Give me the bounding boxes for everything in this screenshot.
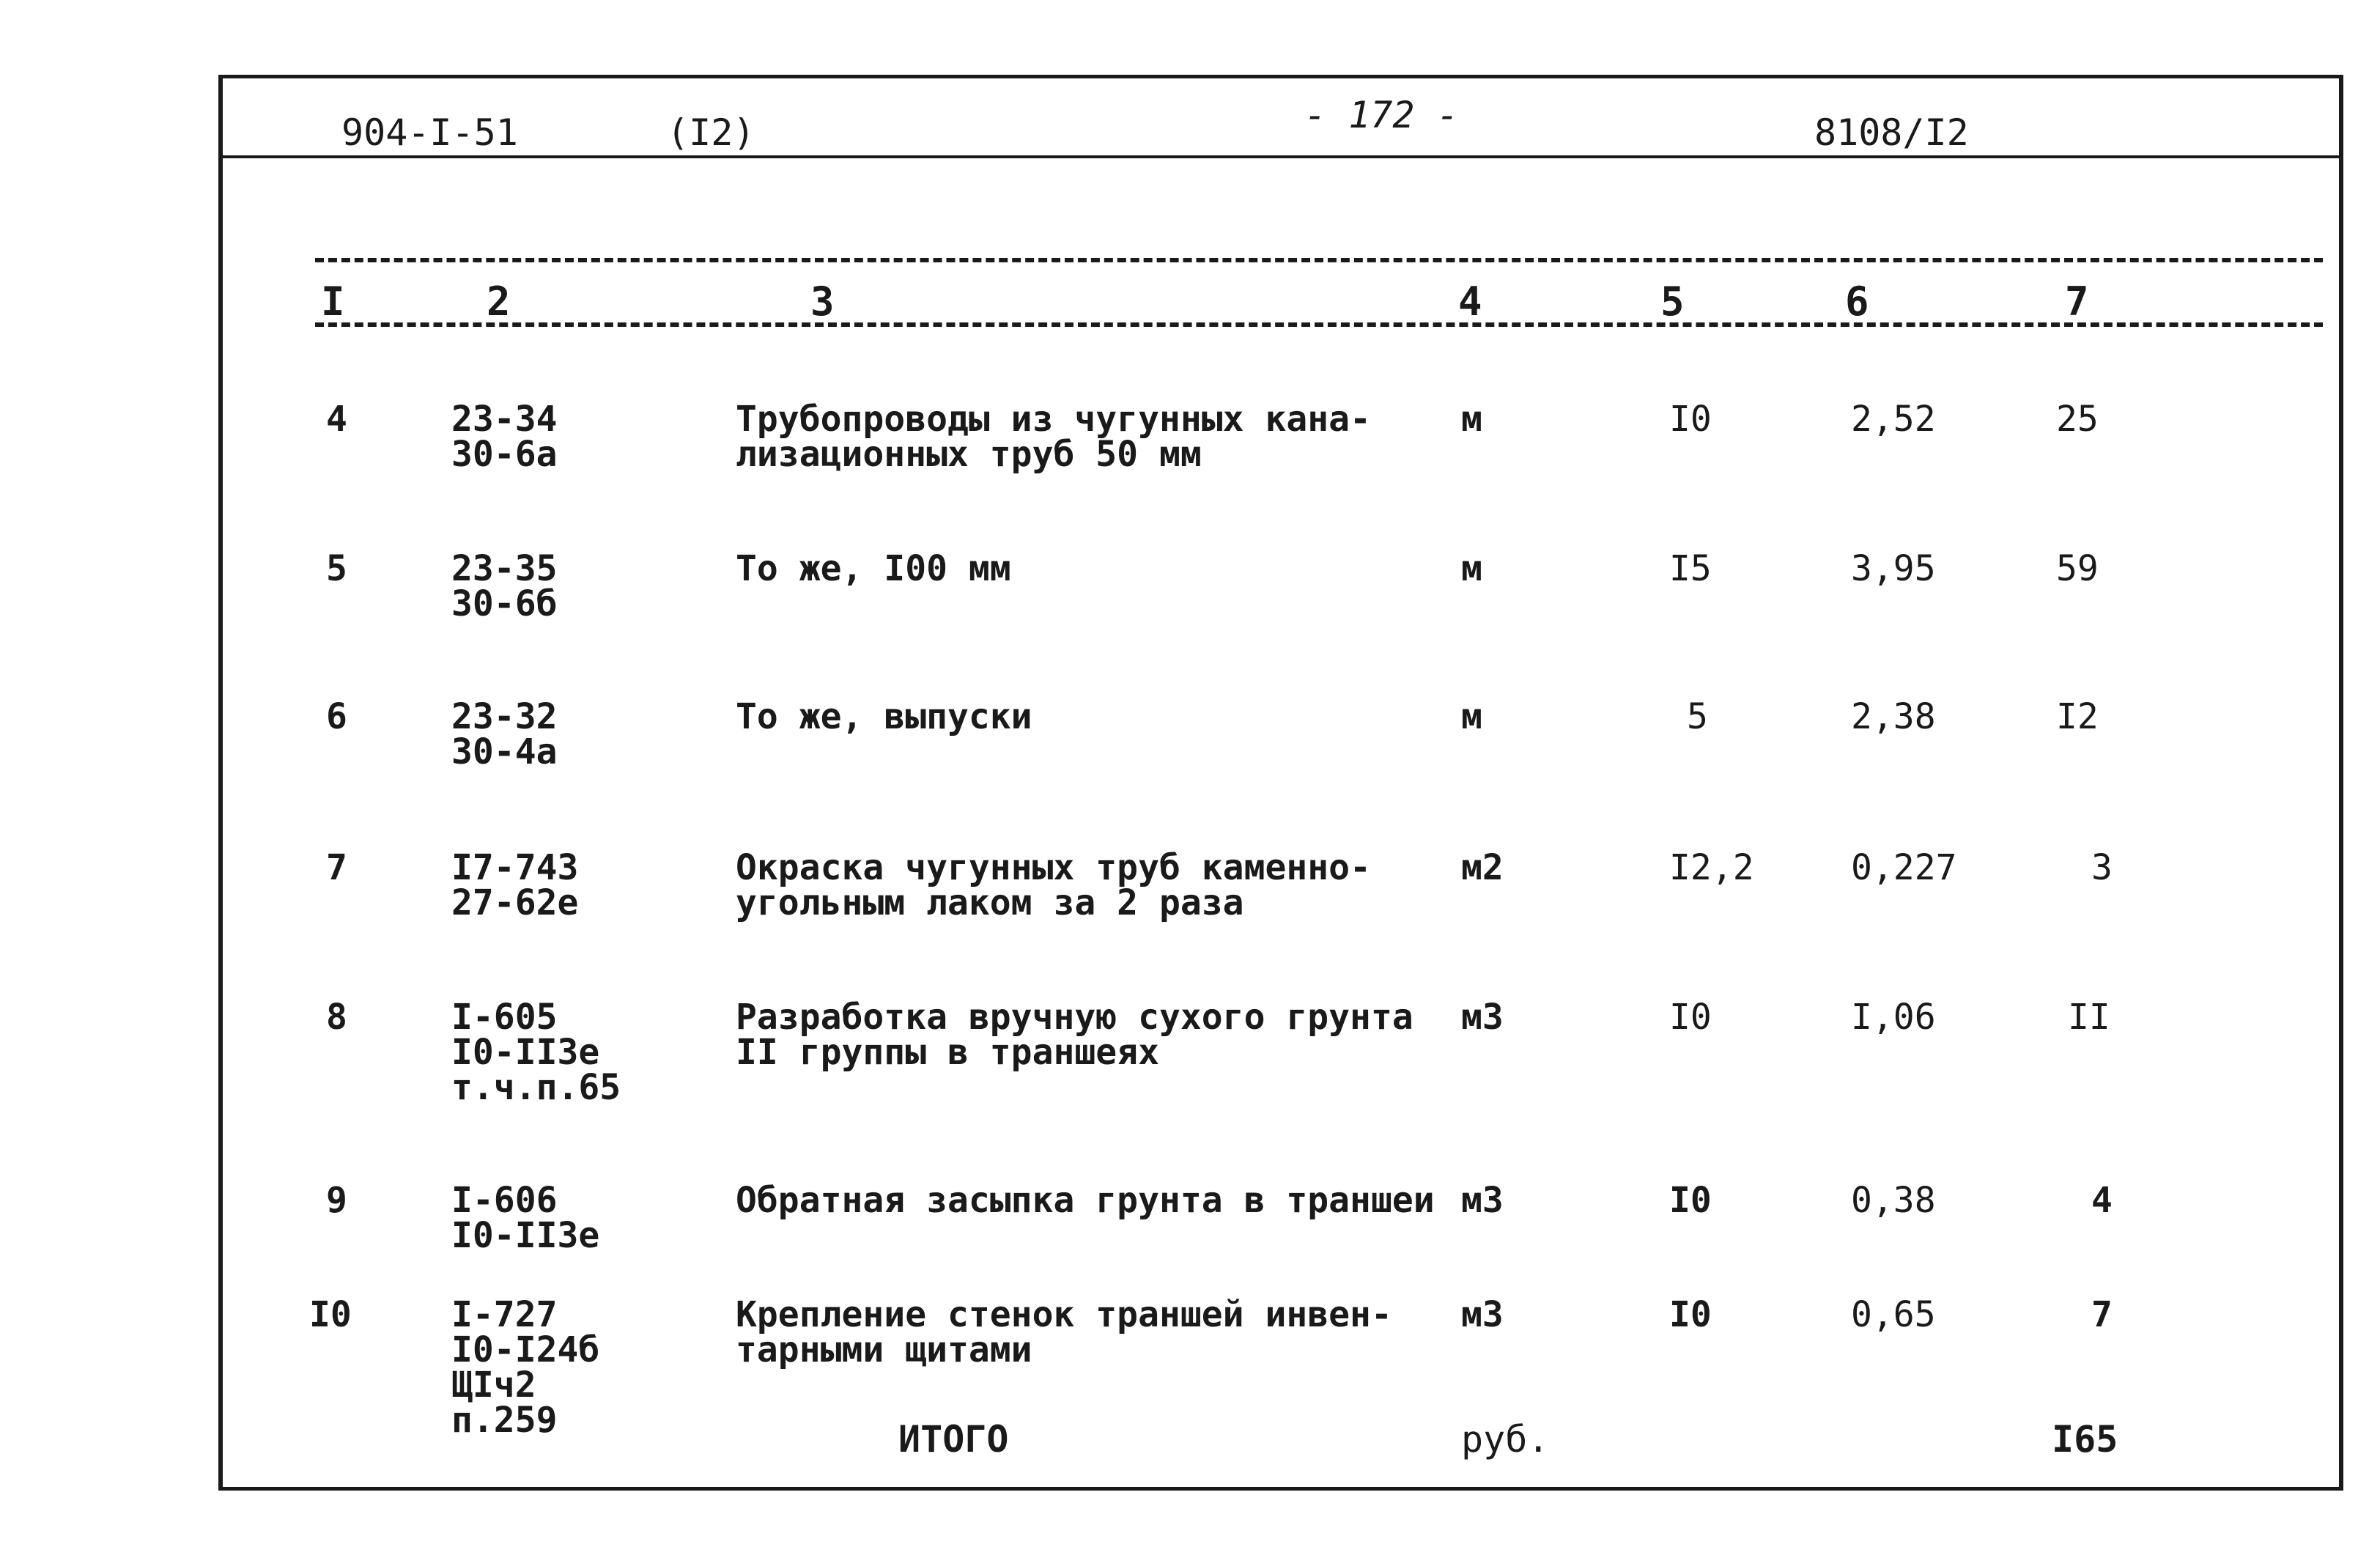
row-sum: 4 [2091, 1180, 2113, 1221]
row-sum: 7 [2091, 1294, 2113, 1335]
unit: м2 [1461, 847, 1504, 888]
row-sum: 25 [2056, 399, 2099, 440]
table-top-dashes [315, 258, 2323, 262]
unit: м [1461, 696, 1482, 737]
row-sum: II [2068, 997, 2110, 1038]
column-number-3: 3 [810, 278, 835, 325]
unit-price: 2,52 [1851, 399, 1936, 440]
total-label: ИТОГО [898, 1418, 1009, 1461]
work-description: Трубопроводы из чугунных кана- лизационных труб 50 мм [736, 399, 1371, 475]
unit: м [1461, 399, 1482, 440]
sheet-number: (I2) [667, 111, 755, 154]
quantity: I2,2 [1669, 847, 1754, 888]
price-code: I-727 I0-I24б ЩIч2 п.259 [451, 1294, 600, 1441]
row-sum: I2 [2056, 696, 2099, 737]
total-unit: руб. [1461, 1418, 1550, 1461]
row-number: 9 [326, 1180, 347, 1221]
doc-code: 904-I-51 [341, 111, 518, 154]
price-code: I-606 I0-II3e [451, 1180, 600, 1256]
unit-price: 2,38 [1851, 696, 1936, 737]
quantity: I0 [1669, 399, 1712, 440]
work-description: То же, выпуски [736, 696, 1032, 737]
doc-number: 8108/I2 [1814, 111, 1969, 154]
row-sum: 3 [2091, 847, 2113, 888]
quantity: 5 [1687, 696, 1708, 737]
page-frame [218, 75, 2343, 1491]
row-number: 6 [326, 696, 347, 737]
column-number-4: 4 [1458, 278, 1482, 325]
column-number-7: 7 [2065, 278, 2089, 325]
row-number: I0 [309, 1294, 352, 1335]
unit: м3 [1461, 997, 1504, 1038]
quantity: I0 [1669, 1294, 1712, 1335]
total-sum: I65 [2052, 1418, 2118, 1461]
quantity: I0 [1669, 997, 1712, 1038]
unit: м3 [1461, 1180, 1504, 1221]
row-number: 4 [326, 399, 347, 440]
row-number: 5 [326, 548, 347, 589]
column-number-1: I [321, 278, 345, 325]
unit-price: 3,95 [1851, 548, 1936, 589]
unit: м [1461, 548, 1482, 589]
column-header-dashes [315, 322, 2323, 327]
unit-price: I,06 [1851, 997, 1936, 1038]
price-code: 23-32 30-4a [451, 696, 558, 772]
unit: м3 [1461, 1294, 1504, 1335]
unit-price: 0,38 [1851, 1180, 1936, 1221]
price-code: I-605 I0-II3e т.ч.п.65 [451, 997, 621, 1108]
column-number-6: 6 [1845, 278, 1869, 325]
page-number: - 172 - [1304, 94, 1459, 136]
column-number-5: 5 [1660, 278, 1685, 325]
row-number: 8 [326, 997, 347, 1038]
work-description: То же, I00 мм [736, 548, 1011, 589]
price-code: 23-35 30-6б [451, 548, 558, 624]
quantity: I5 [1669, 548, 1712, 589]
work-description: Обратная засыпка грунта в траншеи [736, 1180, 1435, 1221]
quantity: I0 [1669, 1180, 1712, 1221]
row-number: 7 [326, 847, 347, 888]
row-sum: 59 [2056, 548, 2099, 589]
header-divider [218, 155, 2343, 158]
price-code: 23-34 30-6a [451, 399, 558, 475]
work-description: Разработка вручную сухого грунта II группы в траншеях [736, 997, 1413, 1073]
column-number-2: 2 [487, 278, 511, 325]
work-description: Окраска чугунных труб каменно- угольным лаком за 2 раза [736, 847, 1371, 923]
unit-price: 0,65 [1851, 1294, 1936, 1335]
unit-price: 0,227 [1851, 847, 1957, 888]
price-code: I7-743 27-62e [451, 847, 579, 923]
work-description: Крепление стенок траншей инвен- тарными щитами [736, 1294, 1392, 1370]
